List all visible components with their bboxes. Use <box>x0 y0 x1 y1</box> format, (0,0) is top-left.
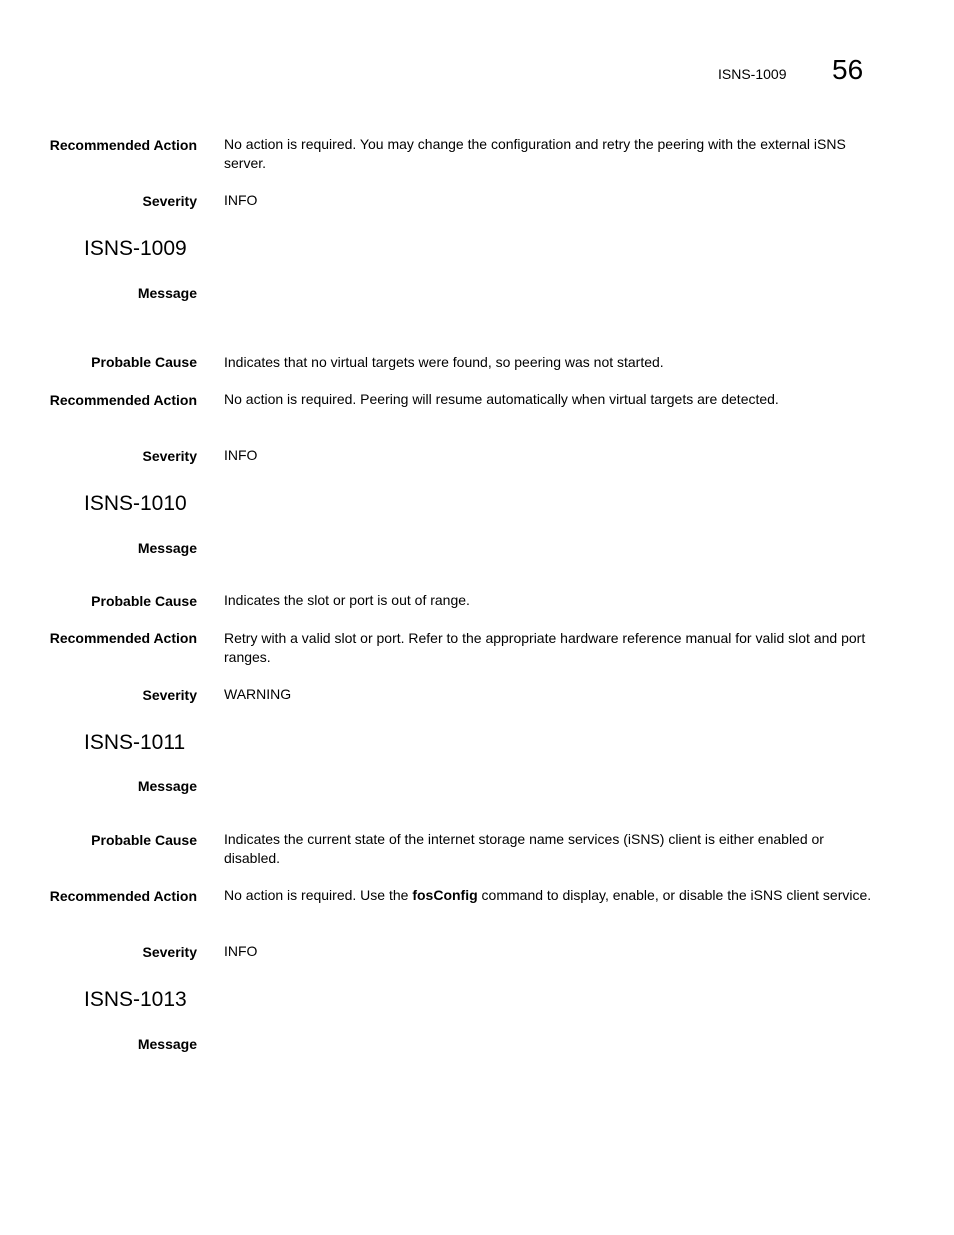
severity-label: Severity <box>142 193 197 209</box>
severity-label: Severity <box>142 687 197 703</box>
severity-label: Severity <box>142 944 197 960</box>
probable-cause-label: Probable Cause <box>91 593 197 609</box>
probable-cause-text: Indicates that no virtual targets were found, so peering was not started. <box>224 354 664 370</box>
probable-cause-text: Indicates the current state of the internet storage name services (iSNS) client is either enabled or disabled. <box>224 831 824 866</box>
section-heading: ISNS-1009 <box>84 237 187 260</box>
section-heading: ISNS-1011 <box>84 731 186 754</box>
running-header-title: ISNS-1009 <box>718 66 787 82</box>
command-name: fosConfig <box>412 887 478 903</box>
probable-cause-text: Indicates the slot or port is out of range. <box>224 592 470 608</box>
message-label: Message <box>137 778 197 794</box>
severity-value: WARNING <box>224 686 292 702</box>
recommended-action-text <box>224 886 874 905</box>
probable-cause-label: Probable Cause <box>91 354 197 370</box>
severity-value: INFO <box>224 943 258 959</box>
severity-value: INFO <box>224 447 258 463</box>
recommended-text-pre: No action is required. Use the <box>224 887 413 903</box>
severity-value: INFO <box>224 192 258 208</box>
recommended-text-post: command to display, enable, or disable the iSNS client service. <box>477 887 872 903</box>
recommended-action-label: Recommended Action <box>49 392 197 408</box>
chapter-number: 56 <box>832 54 864 85</box>
section-heading: ISNS-1010 <box>84 492 187 515</box>
section-heading: ISNS-1013 <box>84 988 187 1011</box>
recommended-action-text: No action is required. You may change the configuration and retry the peering with the external iSNS server. <box>224 136 846 171</box>
message-label: Message <box>137 1036 197 1052</box>
recommended-action-text: Retry with a valid slot or port. Refer to the appropriate hardware reference manual for valid slot and port ranges. <box>224 630 866 665</box>
recommended-action-label: Recommended Action <box>49 888 197 904</box>
probable-cause-label: Probable Cause <box>91 832 197 848</box>
message-label: Message <box>137 285 197 301</box>
recommended-action-text: No action is required. Peering will resume automatically when virtual targets are detected. <box>224 391 779 407</box>
recommended-action-label: Recommended Action <box>49 137 197 153</box>
recommended-action-label: Recommended Action <box>49 630 197 646</box>
message-label: Message <box>137 540 197 556</box>
severity-label: Severity <box>142 448 197 464</box>
